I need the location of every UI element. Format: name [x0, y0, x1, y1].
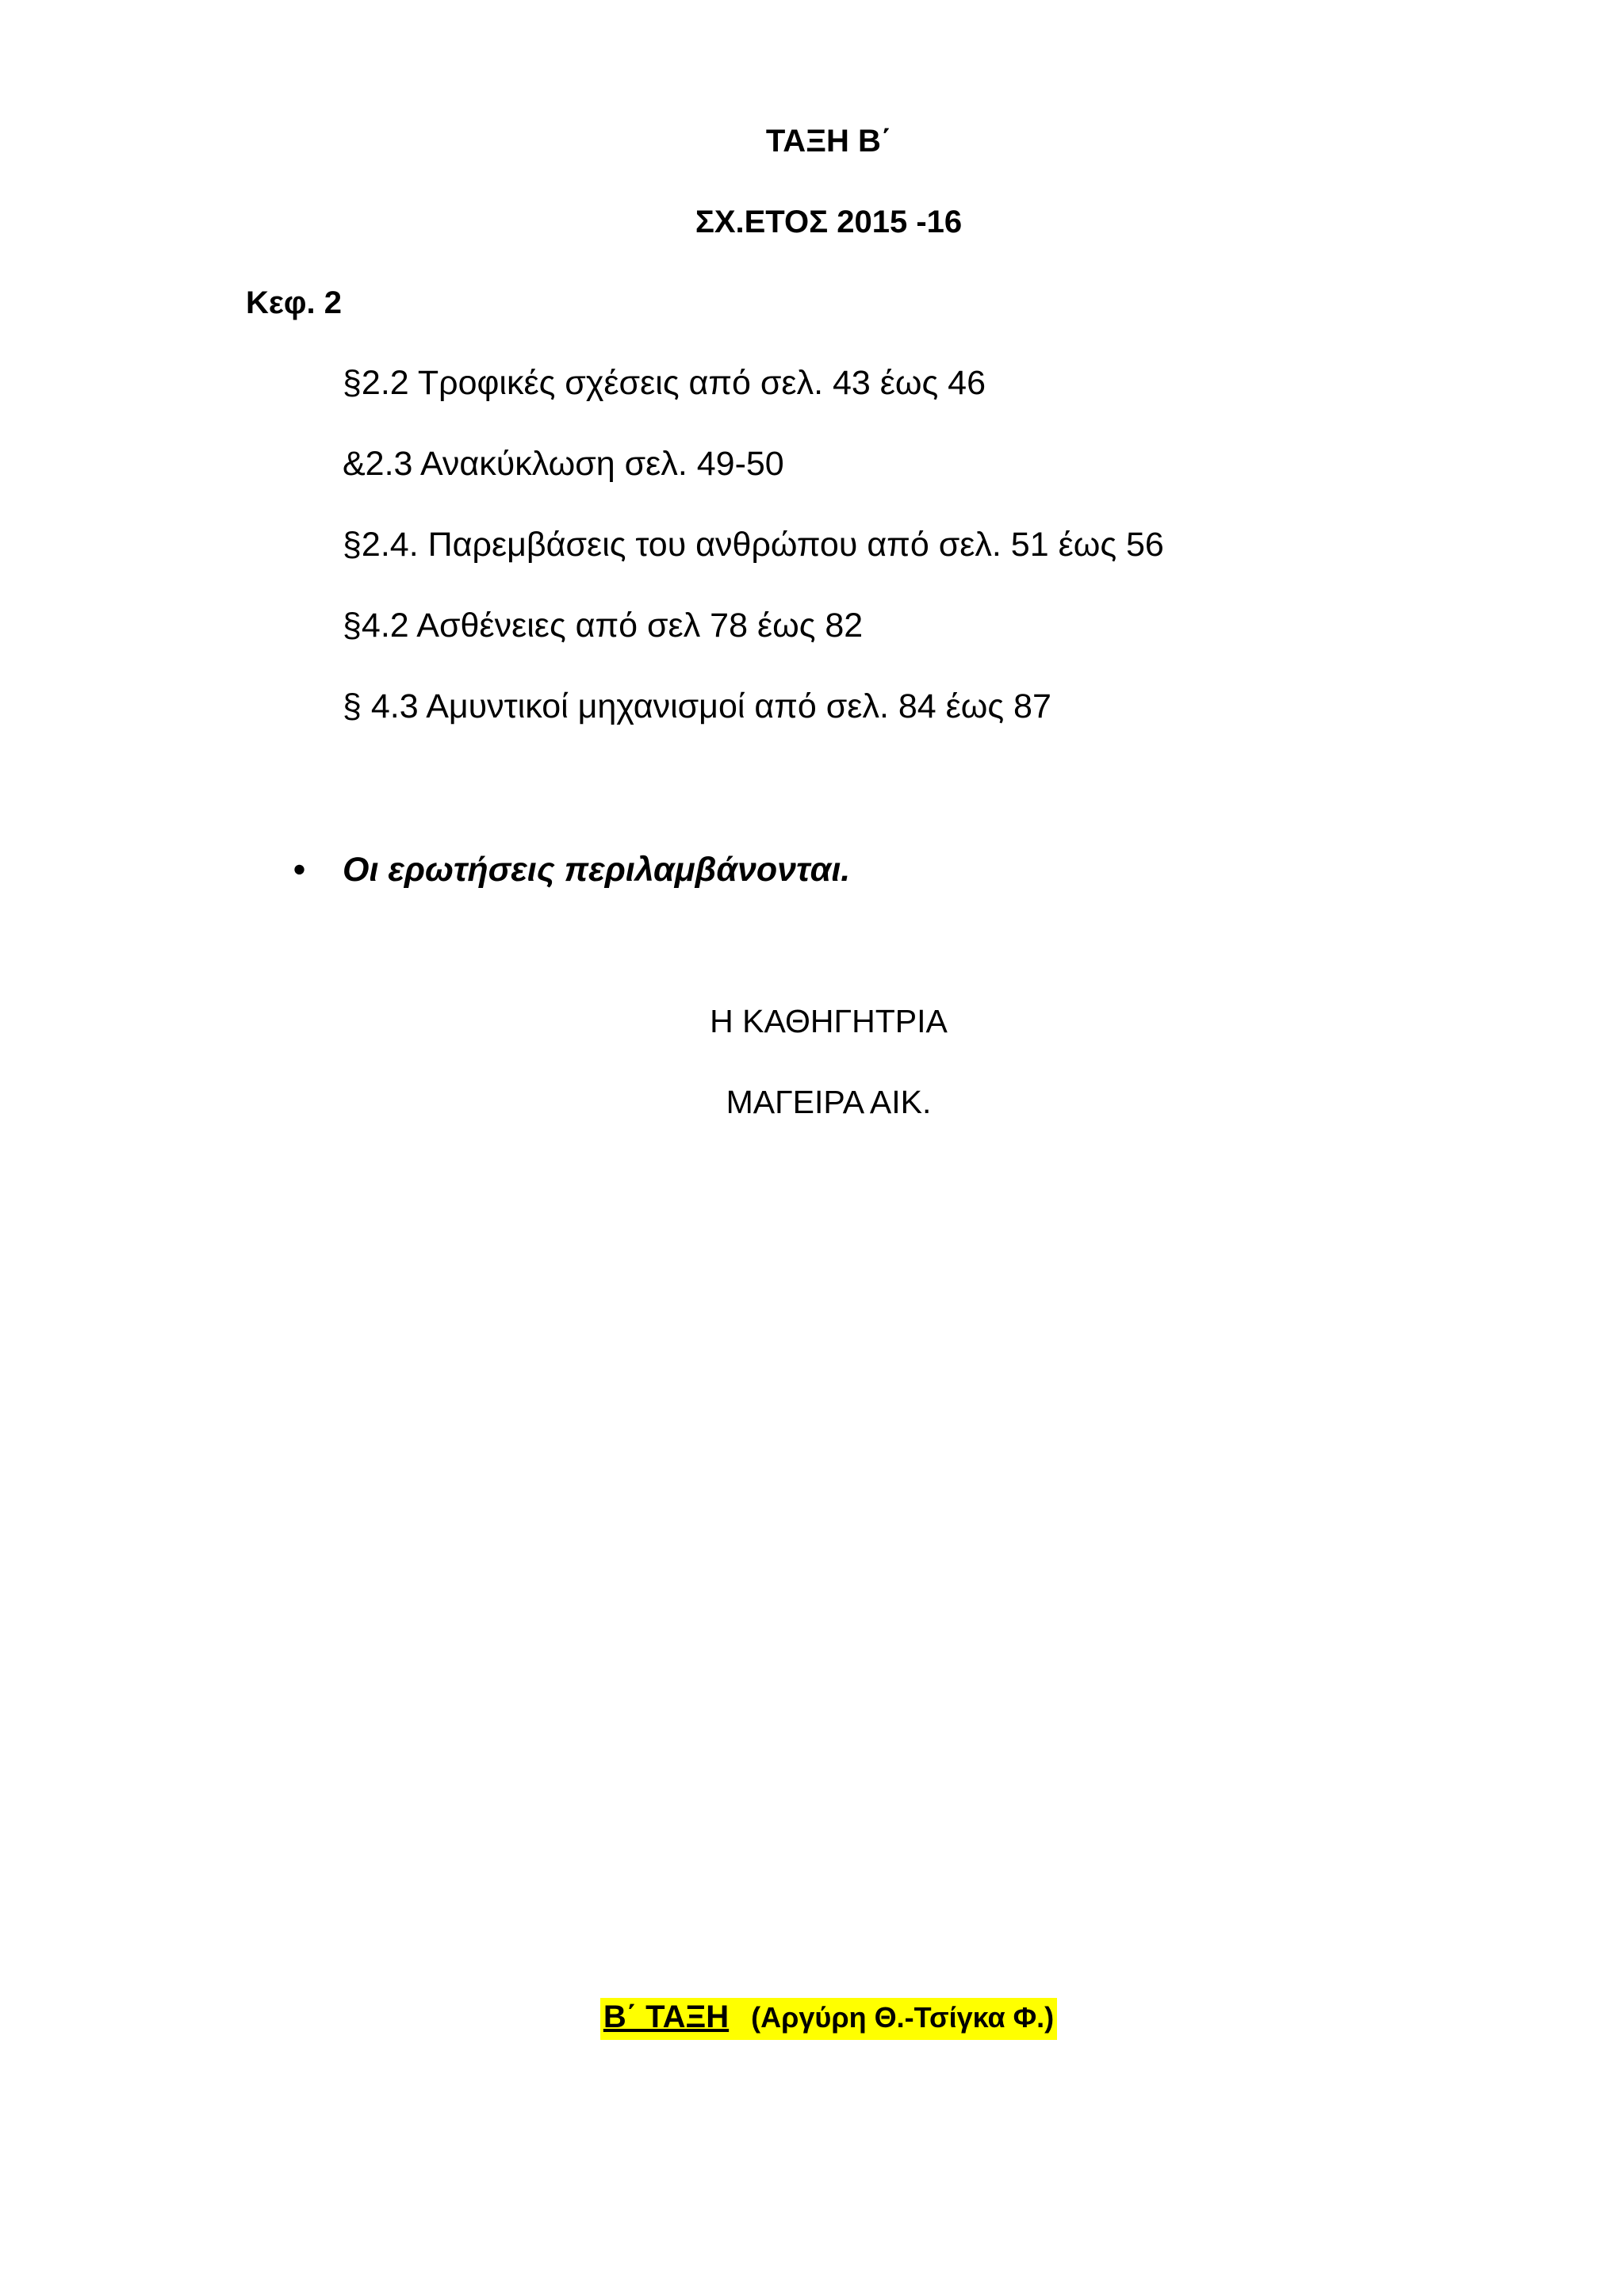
chapter-item: § 4.3 Αμυντικοί μηχανισμοί από σελ. 84 έως 87: [343, 687, 1051, 725]
bullet-icon: •: [293, 851, 306, 889]
chapter-label: Κεφ. 2: [246, 285, 342, 320]
chapter-item: &2.3 Ανακύκλωση σελ. 49-50: [343, 445, 784, 483]
footer-class-label: Β΄ ΤΑΞΗ: [603, 1999, 730, 2034]
chapter-item: §4.2 Ασθένειες από σελ 78 έως 82: [343, 607, 864, 645]
class-title: ΤΑΞΗ Β΄: [765, 124, 892, 159]
chapter-item: §2.4. Παρεμβάσεις του ανθρώπου από σελ. 51 έως 56: [343, 526, 1164, 564]
note-bullet-item: [293, 853, 850, 887]
footer-teachers: (Αργύρη Θ.-Τσίγκα Φ.): [751, 2001, 1055, 2034]
chapter-item: §2.2 Τροφικές σχέσεις από σελ. 43 έως 46: [343, 364, 986, 402]
signature-name: ΜΑΓΕΙΡΑ ΑΙΚ.: [726, 1084, 932, 1120]
footer: [0, 1998, 1624, 2040]
note-text: Οι ερωτήσεις περιλαμβάνονται.: [343, 851, 851, 889]
signature-role: Η ΚΑΘΗΓΗΤΡΙΑ: [710, 1003, 948, 1039]
footer-highlight: [600, 1998, 1057, 2040]
school-year: ΣΧ.ΕΤΟΣ 2015 -16: [695, 205, 963, 239]
